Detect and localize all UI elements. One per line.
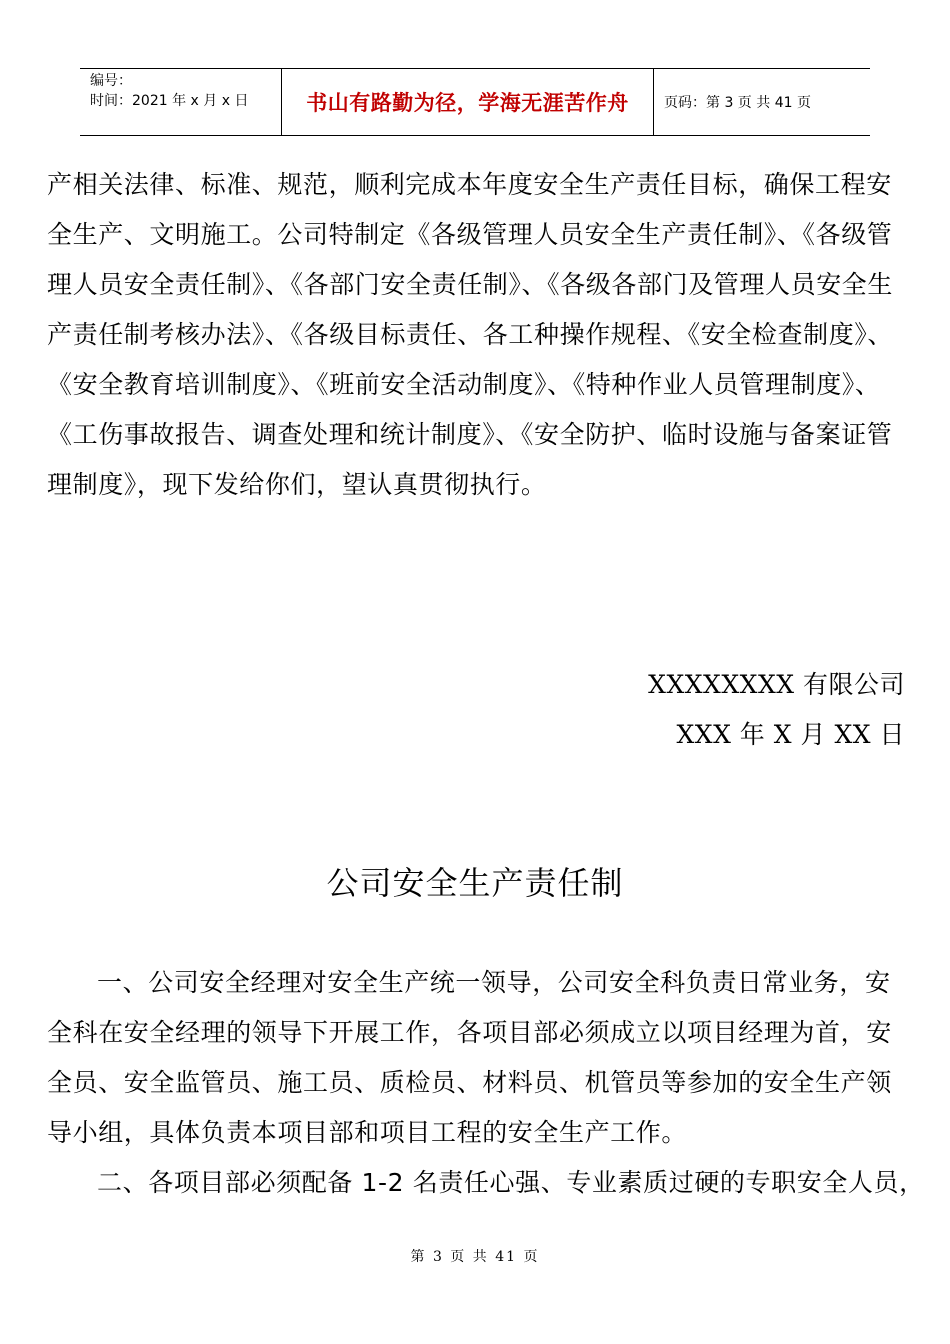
header-page-info: 页码：第 3 页 共 41 页	[664, 95, 811, 111]
header-meta	[80, 69, 281, 135]
number-label: 编号：	[90, 73, 132, 89]
intro-paragraph: 产相关法律、标准、规范，顺利完成本年度安全生产责任目标，确保工程安全生产、文明施工。公司特制定《各级管理人员安全生产责任制》、《各级管理人员安全责任制》、《各部门安全责任制》、《各级各部门及管理人员安全生产责任制考核办法》、《各级目标责任、各工种操作规程、《安全检查制度》、《安全教育培训制度》、《班前安全活动制度》、《特种作业人员管理制度》、《工伤事故报告、调查处理和统计制度》、《安全防护、临时设施与备案证管理制度》，现下发给你们，望认真贯彻执行。	[47, 170, 894, 499]
time-label: 时间：2021 年 x 月 x 日	[90, 93, 249, 109]
signature-date: XXX 年 X 月 XX 日	[676, 720, 905, 749]
header-motto: 书山有路勤为径，学海无涯苦作舟	[281, 69, 654, 135]
body-paragraph-2: 二、各项目部必须配备 1-2 名责任心强、专业素质过硬的专职安全人员，	[97, 1168, 925, 1197]
header-table	[80, 68, 870, 136]
body-paragraph-1: 一、公司安全经理对安全生产统一领导，公司安全科负责日常业务，安全科在安全经理的领导下开展工作，各项目部必须成立以项目经理为首，安全员、安全监管员、施工员、质检员、材料员、机管员等参加的安全生产领导小组，具体负责本项目部和项目工程的安全生产工作。	[47, 968, 892, 1147]
page-footer: 第 3 页 共 41 页	[410, 1249, 540, 1265]
signature-company: XXXXXXXX 有限公司	[648, 670, 905, 699]
section-title: 公司安全生产责任制	[326, 864, 624, 902]
